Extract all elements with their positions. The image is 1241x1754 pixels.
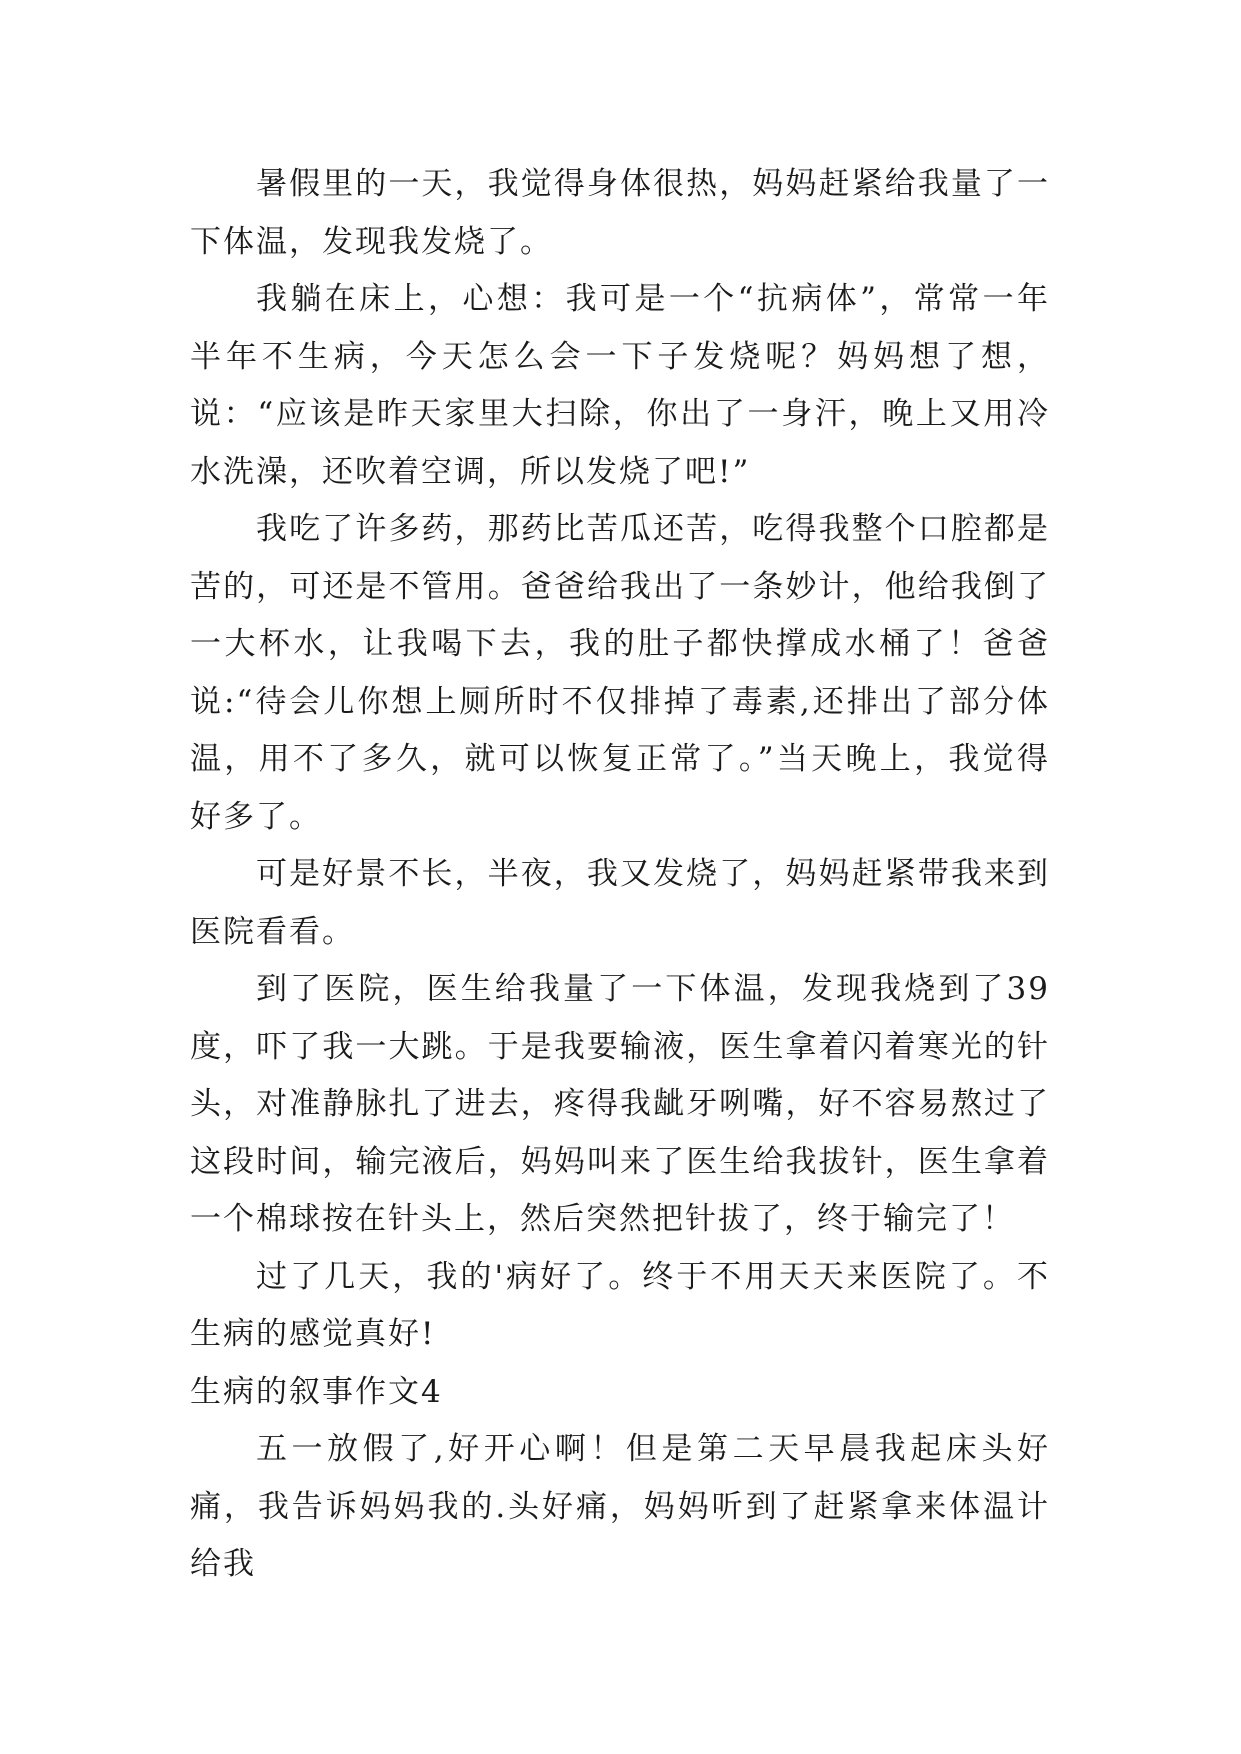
section-heading: 生病的叙事作文4	[190, 1373, 443, 1410]
paragraph-7: 五一放假了,好开心啊！但是第二天早晨我起床头好痛，我告诉妈妈我的.头好痛，妈妈听到了赶紧拿来体温计给我	[190, 1431, 1050, 1582]
paragraph-5: 到了医院，医生给我量了一下体温，发现我烧到了39度，吓了我一大跳。于是我要输液，医生拿着闪着寒光的针头，对准静脉扎了进去，疼得我龇牙咧嘴，好不容易熬过了这段时间，输完液后，妈妈叫来了医生给我拔针，医生拿着一个棉球按在针头上，然后突然把针拔了，终于输完了！	[190, 971, 1050, 1237]
paragraph-6: 过了几天，我的'病好了。终于不用天天来医院了。不生病的感觉真好!	[190, 1258, 1050, 1352]
paragraph-3: 我吃了许多药，那药比苦瓜还苦，吃得我整个口腔都是苦的，可还是不管用。爸爸给我出了一条妙计，他给我倒了一大杯水，让我喝下去，我的肚子都快撑成水桶了！爸爸说:“待会儿你想上厕所时不仅排掉了毒素,还排出了部分体温，用不了多久，就可以恢复正常了。”当天晚上，我觉得好多了。	[190, 511, 1050, 835]
paragraph-1: 暑假里的一天，我觉得身体很热，妈妈赶紧给我量了一下体温，发现我发烧了。	[190, 166, 1050, 260]
paragraph-4: 可是好景不长，半夜，我又发烧了，妈妈赶紧带我来到医院看看。	[190, 856, 1050, 950]
document-body	[190, 156, 1050, 1594]
paragraph-2: 我躺在床上，心想：我可是一个“抗病体”，常常一年半年不生病，今天怎么会一下子发烧呢？妈妈想了想，说：“应该是昨天家里大扫除，你出了一身汗，晚上又用冷水洗澡，还吹着空调，所以发烧了吧!”	[190, 281, 1050, 490]
